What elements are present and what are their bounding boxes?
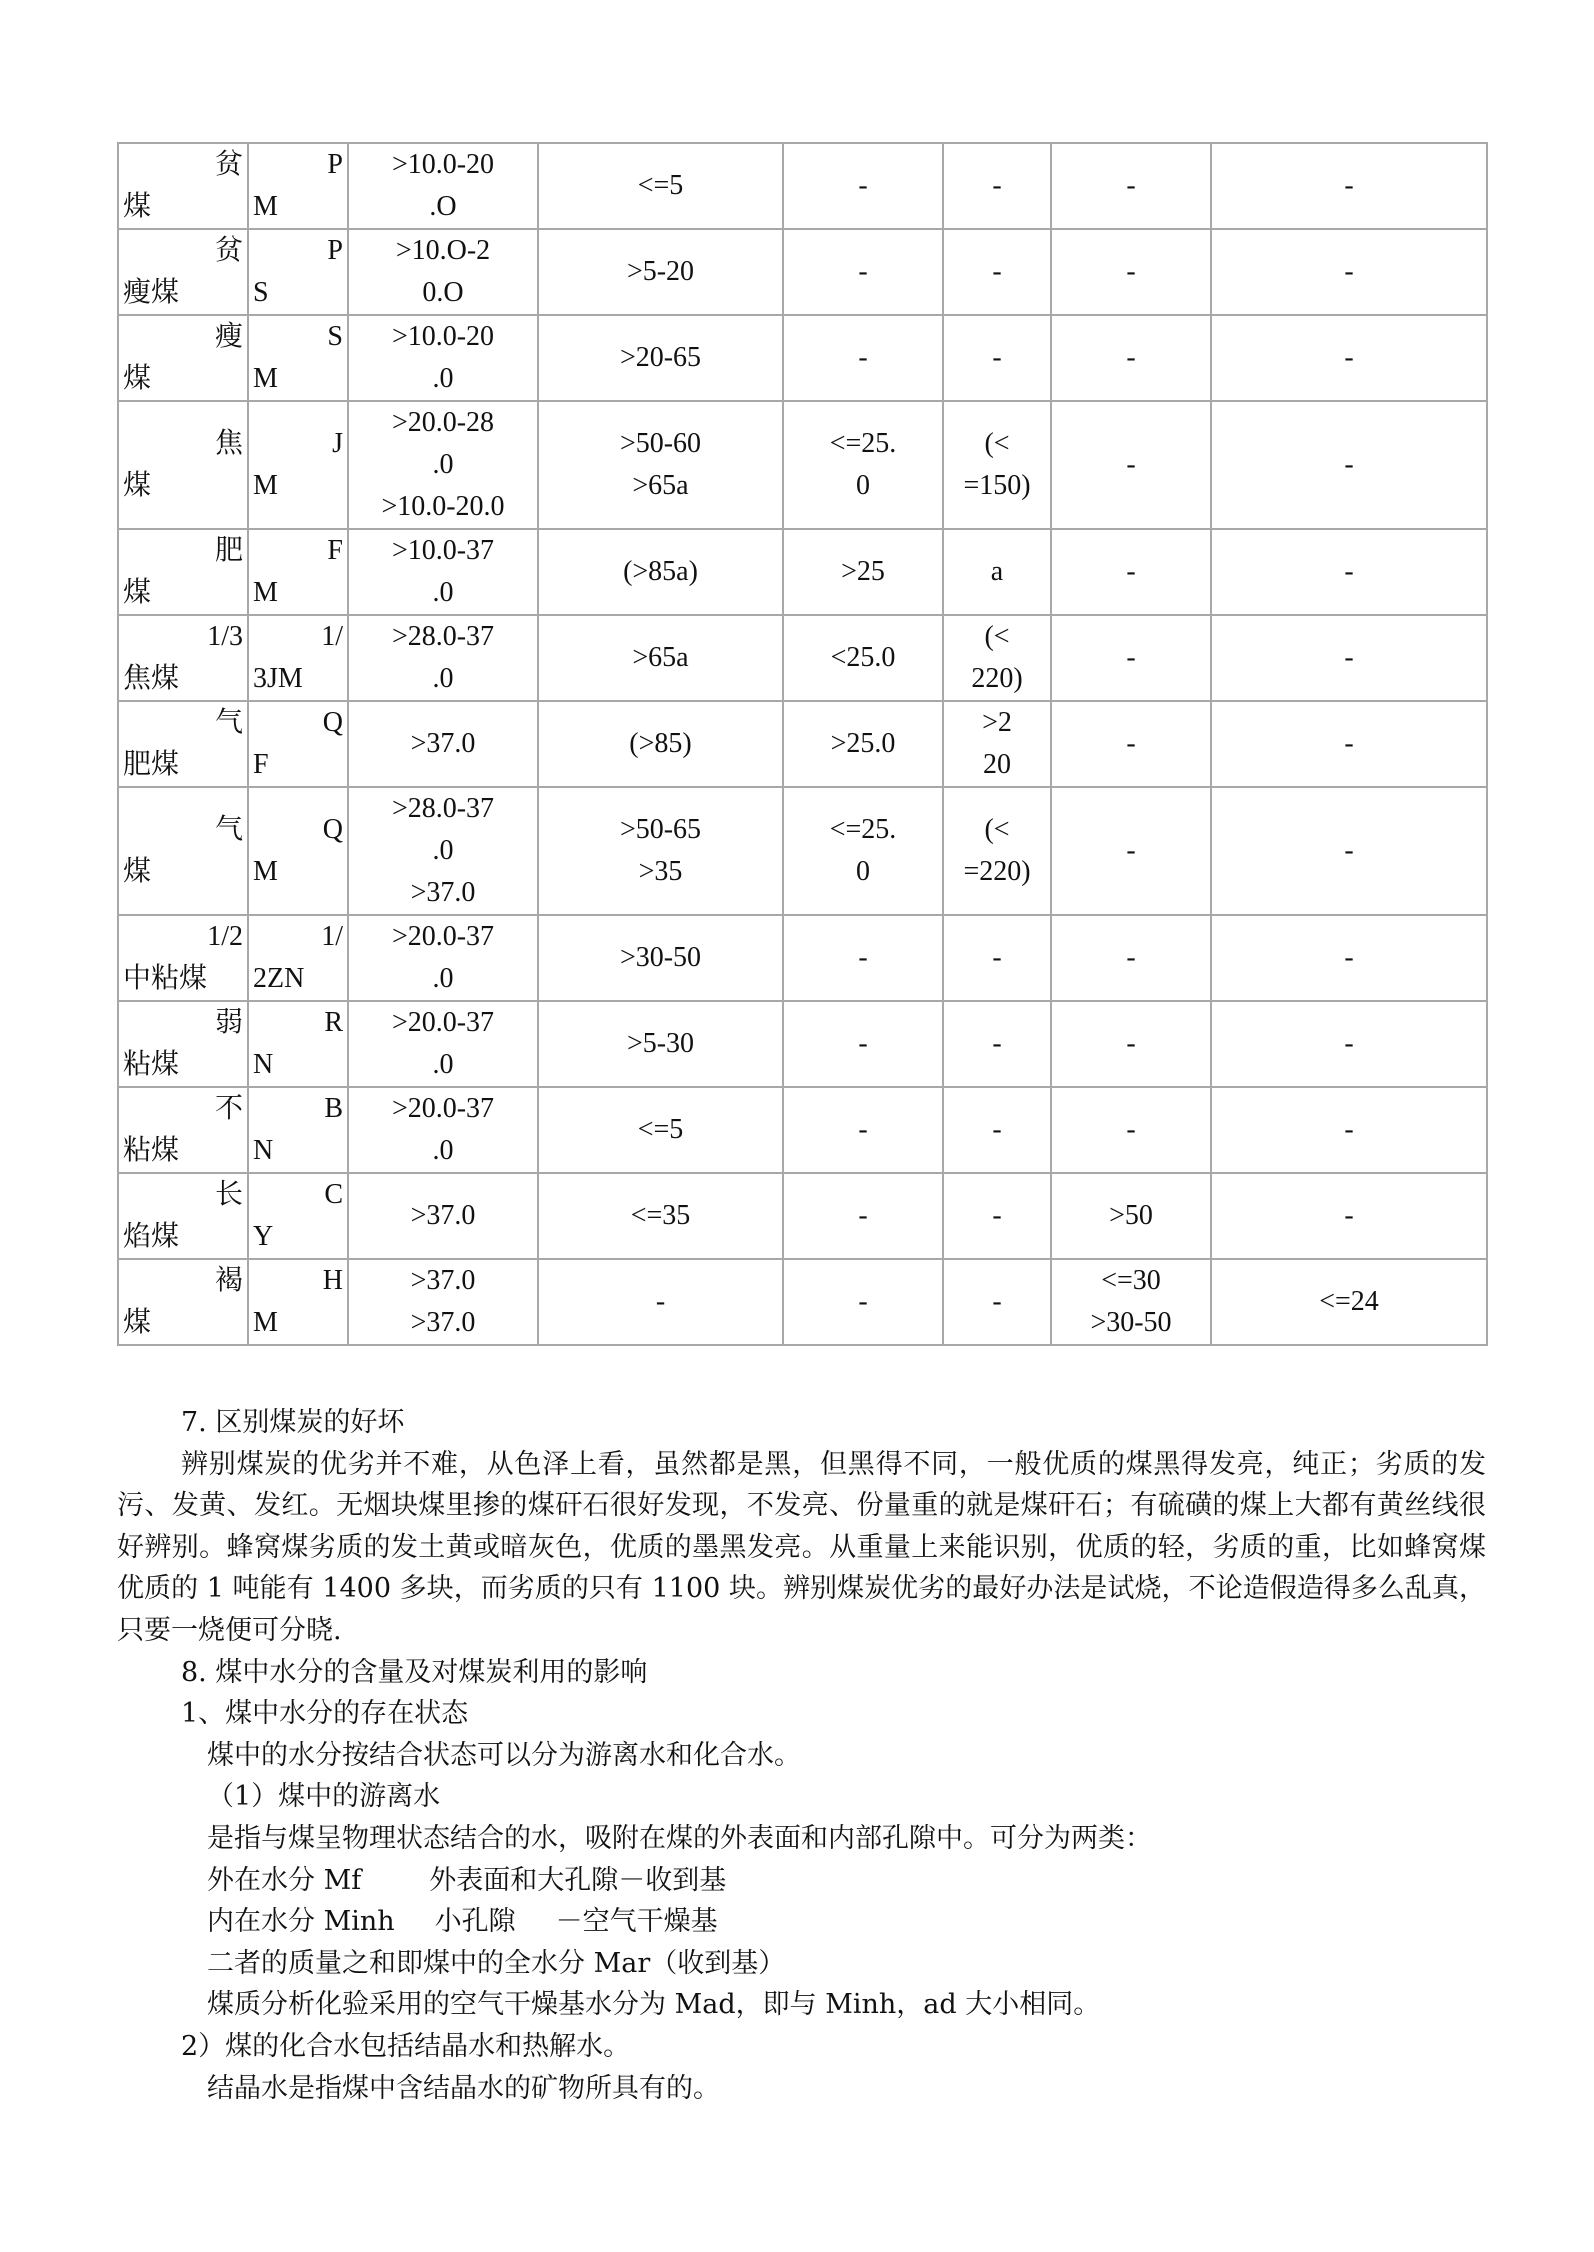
q-cell: - (1211, 1087, 1487, 1173)
g-cell: >50-60 >65a (538, 401, 783, 529)
q-cell: - (1211, 229, 1487, 315)
coal-name-cell (118, 1259, 248, 1345)
coal-code-cell-line-2: F (253, 749, 269, 780)
pm-cell: <=30 >30-50 (1051, 1259, 1211, 1345)
coal-code-cell-line-1: F (327, 535, 343, 566)
text-line: 结晶水是指煤中含结晶水的矿物所具有的。 (207, 2072, 720, 2104)
b-cell: (< 220) (943, 615, 1051, 701)
table-row (118, 315, 1487, 401)
coal-name-cell-line-2: 煤 (123, 856, 152, 887)
coal-code-cell-line-2: N (253, 1049, 274, 1080)
minh-label: 内在水分 Minh (207, 1906, 395, 1938)
y-cell: - (783, 1259, 943, 1345)
mf-line (117, 1860, 1486, 1902)
coal-name-cell-line-1: 焦 (214, 428, 243, 459)
coal-code-cell-line-2: M (253, 191, 278, 222)
g-cell: >30-50 (538, 915, 783, 1001)
coal-code-cell-line-1: B (324, 1093, 343, 1124)
pm-cell: - (1051, 401, 1211, 529)
b-cell: - (943, 1259, 1051, 1345)
y-cell: >25.0 (783, 701, 943, 787)
table-row (118, 701, 1487, 787)
coal-name-cell-line-1: 褐 (214, 1265, 243, 1296)
coal-name-cell (118, 1087, 248, 1173)
y-cell: - (783, 229, 943, 315)
coal-code-cell (248, 401, 348, 529)
vdaf-cell: >10.0-20 .O (348, 143, 538, 229)
vdaf-cell: >10.0-37 .0 (348, 529, 538, 615)
subsection-1-heading: 1、煤中水分的存在状态 (181, 1698, 469, 1730)
coal-code-cell-line-2: 3JM (253, 663, 303, 694)
q-cell: - (1211, 701, 1487, 787)
coal-name-cell-line-2: 肥煤 (123, 749, 180, 780)
minh-line (117, 1901, 1486, 1943)
coal-name-cell (118, 915, 248, 1001)
q-cell: - (1211, 1173, 1487, 1259)
coal-name-cell-line-1: 贫 (214, 235, 243, 266)
b-cell: - (943, 1173, 1051, 1259)
mf-label: 外在水分 Mf (207, 1864, 362, 1896)
coal-name-cell-line-1: 气 (214, 814, 243, 845)
vdaf-cell: >37.0 (348, 701, 538, 787)
section-8-heading: 8. 煤中水分的含量及对煤炭利用的影响 (181, 1656, 648, 1688)
subsection-2-heading: 2）煤的化合水包括结晶水和热解水。 (181, 2030, 631, 2062)
b-cell: (< =220) (943, 787, 1051, 915)
coal-name-cell (118, 315, 248, 401)
coal-code-cell-line-2: Y (253, 1221, 274, 1252)
coal-code-cell-line-1: 1/ (321, 621, 343, 652)
coal-name-cell-line-2: 焰煤 (123, 1221, 180, 1252)
coal-name-cell-line-2: 煤 (123, 363, 152, 394)
vdaf-cell: >20.0-37 .0 (348, 1087, 538, 1173)
q-cell: - (1211, 315, 1487, 401)
pm-cell: - (1051, 529, 1211, 615)
y-cell: <25.0 (783, 615, 943, 701)
table-row (118, 1001, 1487, 1087)
g-cell: - (538, 1259, 783, 1345)
coal-name-cell-line-1: 弱 (214, 1007, 243, 1038)
vdaf-cell: >28.0-37 .0 (348, 615, 538, 701)
coal-name-cell-line-1: 气 (214, 707, 243, 738)
pm-cell: >50 (1051, 1173, 1211, 1259)
coal-name-cell (118, 143, 248, 229)
q-cell: <=24 (1211, 1259, 1487, 1345)
pm-cell: - (1051, 229, 1211, 315)
coal-name-cell (118, 529, 248, 615)
section-7-paragraph: 辨别煤炭的优劣并不难，从色泽上看，虽然都是黑，但黑得不同，一般优质的煤黑得发亮，纯正；劣质的发污、发黄、发红。无烟块煤里掺的煤矸石很好发现，不发亮、份量重的就是煤矸石；有硫磺的煤上大都有黄丝线很好辨别。蜂窝煤劣质的发土黄或暗灰色，优质的墨黑发亮。从重量上来能识别，优质的轻，劣质的重，比如蜂窝煤优质的 1 吨能有 1400 多块，而劣质的只有 1100 块。辨别煤炭优劣的最好办法是试烧，不论造假造得多么乱真，只要一烧便可分晓. (117, 1448, 1486, 1646)
pm-cell: - (1051, 787, 1211, 915)
y-cell: - (783, 1001, 943, 1087)
vdaf-cell: >10.O-2 0.O (348, 229, 538, 315)
coal-name-cell-line-1: 1/2 (207, 921, 243, 952)
q-cell: - (1211, 1001, 1487, 1087)
table-row (118, 915, 1487, 1001)
coal-name-cell-line-1: 长 (214, 1179, 243, 1210)
y-cell: - (783, 915, 943, 1001)
g-cell: <=5 (538, 143, 783, 229)
coal-code-cell-line-2: 2ZN (253, 963, 305, 994)
coal-code-cell (248, 701, 348, 787)
coal-name-cell (118, 615, 248, 701)
coal-name-cell-line-2: 煤 (123, 577, 152, 608)
minh-desc-1: 小孔隙 (434, 1906, 516, 1938)
table-body (118, 143, 1487, 1345)
vdaf-cell: >10.0-20 .0 (348, 315, 538, 401)
q-cell: - (1211, 787, 1487, 915)
table-row (118, 787, 1487, 915)
coal-code-cell (248, 529, 348, 615)
y-cell: - (783, 315, 943, 401)
vdaf-cell: >28.0-37 .0 >37.0 (348, 787, 538, 915)
table-row (118, 229, 1487, 315)
table-row (118, 529, 1487, 615)
coal-code-cell (248, 1259, 348, 1345)
table-row (118, 1087, 1487, 1173)
coal-code-cell (248, 615, 348, 701)
coal-name-cell-line-1: 1/3 (207, 621, 243, 652)
b-cell: (< =150) (943, 401, 1051, 529)
b-cell: a (943, 529, 1051, 615)
q-cell: - (1211, 143, 1487, 229)
coal-name-cell-line-2: 瘦煤 (123, 277, 180, 308)
coal-code-cell (248, 915, 348, 1001)
coal-code-cell-line-1: R (324, 1007, 343, 1038)
coal-code-cell-line-2: N (253, 1135, 274, 1166)
coal-name-cell-line-2: 粘煤 (123, 1135, 180, 1166)
coal-code-cell-line-1: Q (322, 707, 343, 738)
g-cell: >65a (538, 615, 783, 701)
q-cell: - (1211, 915, 1487, 1001)
vdaf-cell: >20.0-37 .0 (348, 915, 538, 1001)
coal-code-cell (248, 1087, 348, 1173)
pm-cell: - (1051, 1001, 1211, 1087)
coal-code-cell-line-1: C (324, 1179, 343, 1210)
pm-cell: - (1051, 315, 1211, 401)
pm-cell: - (1051, 143, 1211, 229)
body-text (117, 1402, 1486, 2109)
coal-name-cell (118, 229, 248, 315)
vdaf-cell: >20.0-37 .0 (348, 1001, 538, 1087)
g-cell: (>85a) (538, 529, 783, 615)
text-line: 煤质分析化验采用的空气干燥基水分为 Mad，即与 Minh，ad 大小相同。 (207, 1989, 1101, 2021)
g-cell: <=5 (538, 1087, 783, 1173)
coal-name-cell (118, 701, 248, 787)
y-cell: - (783, 143, 943, 229)
mf-desc: 外表面和大孔隙－收到基 (429, 1864, 727, 1896)
q-cell: - (1211, 529, 1487, 615)
coal-code-cell (248, 315, 348, 401)
coal-code-cell-line-1: H (322, 1265, 343, 1296)
vdaf-cell: >37.0 >37.0 (348, 1259, 538, 1345)
coal-name-cell-line-2: 煤 (123, 191, 152, 222)
coal-name-cell-line-2: 焦煤 (123, 663, 180, 694)
text-line: 是指与煤呈物理状态结合的水，吸附在煤的外表面和内部孔隙中。可分为两类： (207, 1822, 1152, 1854)
coal-code-cell-line-1: P (327, 149, 343, 180)
y-cell: >25 (783, 529, 943, 615)
coal-code-cell (248, 143, 348, 229)
b-cell: - (943, 1087, 1051, 1173)
coal-name-cell-line-2: 煤 (123, 1307, 152, 1338)
coal-code-cell-line-2: M (253, 577, 278, 608)
coal-code-cell (248, 229, 348, 315)
coal-code-cell-line-1: S (327, 321, 343, 352)
coal-code-cell-line-2: M (253, 470, 278, 501)
coal-code-cell-line-1: J (332, 428, 343, 459)
g-cell: (>85) (538, 701, 783, 787)
q-cell: - (1211, 615, 1487, 701)
coal-name-cell (118, 401, 248, 529)
text-line: 煤中的水分按结合状态可以分为游离水和化合水。 (207, 1739, 801, 1771)
g-cell: >50-65 >35 (538, 787, 783, 915)
b-cell: >2 20 (943, 701, 1051, 787)
coal-name-cell-line-1: 不 (214, 1093, 243, 1124)
section-7-heading: 7. 区别煤炭的好坏 (181, 1407, 405, 1438)
coal-name-cell (118, 787, 248, 915)
b-cell: - (943, 143, 1051, 229)
b-cell: - (943, 1001, 1051, 1087)
table-row (118, 615, 1487, 701)
b-cell: - (943, 315, 1051, 401)
y-cell: - (783, 1087, 943, 1173)
coal-name-cell-line-1: 贫 (214, 149, 243, 180)
coal-name-cell-line-2: 粘煤 (123, 1049, 180, 1080)
coal-code-cell (248, 787, 348, 915)
minh-desc-2: －空气干燥基 (555, 1906, 718, 1938)
g-cell: >5-20 (538, 229, 783, 315)
y-cell: <=25. 0 (783, 787, 943, 915)
text-line: 二者的质量之和即煤中的全水分 Mar（收到基） (207, 1947, 786, 1979)
q-cell: - (1211, 401, 1487, 529)
coal-code-cell-line-2: M (253, 856, 278, 887)
y-cell: - (783, 1173, 943, 1259)
coal-classification-table (117, 142, 1488, 1346)
pm-cell: - (1051, 915, 1211, 1001)
pm-cell: - (1051, 615, 1211, 701)
coal-code-cell-line-1: Q (322, 814, 343, 845)
coal-code-cell-line-1: P (327, 235, 343, 266)
pm-cell: - (1051, 701, 1211, 787)
b-cell: - (943, 229, 1051, 315)
table-row (118, 401, 1487, 529)
subsection-1a-heading: （1）煤中的游离水 (207, 1781, 441, 1813)
g-cell: >5-30 (538, 1001, 783, 1087)
table-row (118, 143, 1487, 229)
coal-code-cell-line-2: M (253, 1307, 278, 1338)
coal-code-cell (248, 1173, 348, 1259)
coal-name-cell-line-1: 肥 (214, 535, 243, 566)
table-row (118, 1173, 1487, 1259)
coal-name-cell (118, 1173, 248, 1259)
coal-name-cell-line-1: 瘦 (214, 321, 243, 352)
vdaf-cell: >20.0-28 .0 >10.0-20.0 (348, 401, 538, 529)
table-row (118, 1259, 1487, 1345)
y-cell: <=25. 0 (783, 401, 943, 529)
g-cell: >20-65 (538, 315, 783, 401)
vdaf-cell: >37.0 (348, 1173, 538, 1259)
coal-name-cell (118, 1001, 248, 1087)
g-cell: <=35 (538, 1173, 783, 1259)
coal-code-cell-line-2: S (253, 277, 269, 308)
coal-code-cell-line-2: M (253, 363, 278, 394)
b-cell: - (943, 915, 1051, 1001)
pm-cell: - (1051, 1087, 1211, 1173)
coal-code-cell-line-1: 1/ (321, 921, 343, 952)
coal-name-cell-line-2: 煤 (123, 470, 152, 501)
coal-name-cell-line-2: 中粘煤 (123, 963, 208, 994)
coal-code-cell (248, 1001, 348, 1087)
